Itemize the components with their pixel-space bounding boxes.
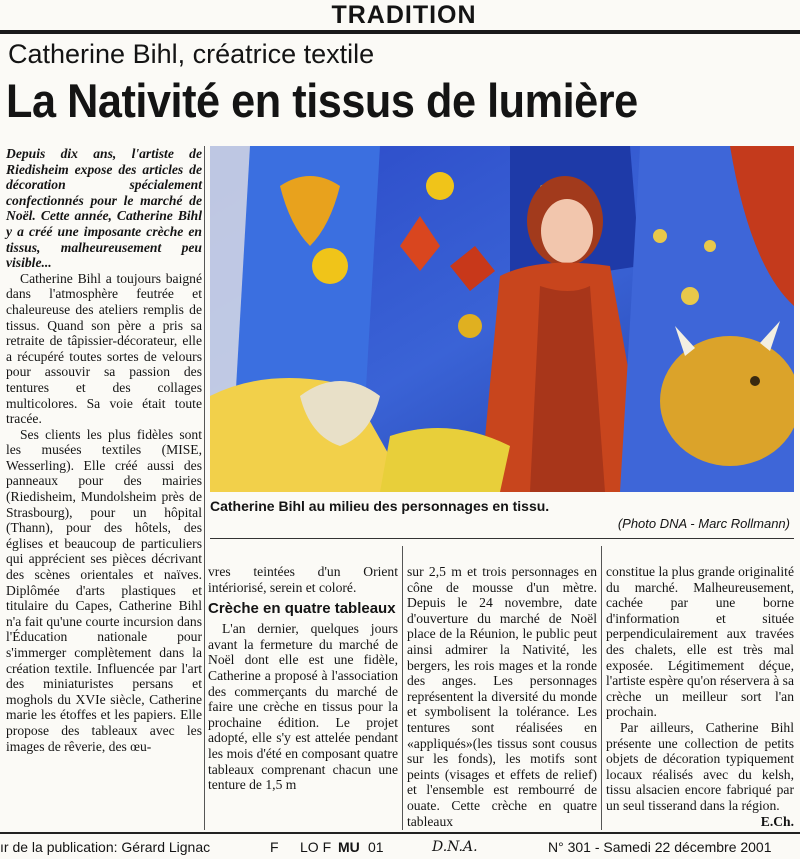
subheading: Crèche en quatre tableaux <box>208 600 396 618</box>
article-photo <box>210 146 794 492</box>
paragraph: sur 2,5 m et trois personnages en cône de mousse d'un mètre. Depuis le 24 novembre, date d'ouverture du marché de Noël place de la Réunion, le public peut ainsi admirer la Nativité, les bergers, les rois mages et la ronde des anges. Les personnages représentent la diversité du monde et symbolisent la tolérance. Les tentures sont réalisées en «appliqués»(les tissus sont cousus sur les fonds), les motifs sont peints (visages et effets de relief) et l'ensemble est rembourré de ouate. Cette crèche en quatre tableaux <box>407 564 597 829</box>
top-rule <box>0 30 800 34</box>
paragraph: vres teintées d'un Orient intériorisé, serein et coloré. <box>208 564 398 595</box>
paragraph: L'an dernier, quelques jours avant la fermeture du marché de Noël dont elle est une fidèle, Catherine a proposé à l'association des commerçants du marché de faire une crèche en tissus pour la prochaine édition. Le projet adopté, elle s'y est attelée pendant les mois d'été en composant quatre tableaux comprenant chacun une tenture de 1,5 m <box>208 621 398 793</box>
paragraph: Catherine Bihl a toujours baigné dans l'atmosphère feutrée et chaleureuse des ateliers remplis de tissus. Quand son père a pris sa retraite de tâpissier-décorateur, elle a récupéré toutes sortes de velours pour assouvir sa passion des tentures et des collages multicolores. Sa voie était toute tracée. <box>6 270 202 427</box>
photo-caption: Catherine Bihl au milieu des personnages en tissu. <box>210 498 550 514</box>
paragraph: constitue la plus grande originalité du marché. Malheureusement, cachée par une borne d'information et située perpendiculairement aux travées des chalets, elle est très mal exposée. Légitimement déçue, l'artiste espère qu'on réservera à sa crèche un meilleur sort l'an prochain. <box>606 564 794 720</box>
footer-code: F <box>270 839 279 855</box>
column-3 <box>407 564 597 829</box>
column-4 <box>606 564 794 829</box>
photo-credit: (Photo DNA - Marc Rollmann) <box>617 516 790 531</box>
signature: E.Ch. <box>760 813 794 829</box>
column-divider <box>601 546 602 830</box>
dna-logo: D.N.A. <box>432 839 478 855</box>
paragraph: Ses clients les plus fidèles sont les musées textiles (MISE, Wesserling). Elle créé aussi des panneaux pour des mairies (Riedisheim, Mundolsheim près de Strasbourg), pour un hôpital (Thann), pour des hôtels, des églises et beaucoup de particuliers qui apprécient ses pièces décrivant des scènes orientales et naïves. Diplômée d'arts plastiques et titulaire du Capes, Catherine Bihl n'a fait qu'une courte incursion dans l'Éducation nationale pour s'immerger complètement dans la création textile. Influencée par l'art des miniaturistes persans et moghols du XVIe siècle, Catherine marie les étoffes et les papiers. Elle propose des tableaux avec les images de rêverie, des œu- <box>6 426 202 754</box>
section-title: TRADITION <box>331 1 477 29</box>
column-divider <box>402 546 403 830</box>
photo-rule <box>210 538 794 539</box>
footer-code: LO F <box>300 839 332 855</box>
column-divider <box>204 146 205 830</box>
kicker: Catherine Bihl, créatrice textile <box>8 39 375 69</box>
footer-rule <box>0 832 800 834</box>
publisher: ır de la publication: Gérard Lignac <box>0 839 211 855</box>
footer-code: MU <box>338 839 360 855</box>
column-1 <box>6 146 202 754</box>
issue-line: N° 301 - Samedi 22 décembre 2001 <box>548 839 772 855</box>
footer <box>0 836 800 858</box>
column-2 <box>208 564 398 793</box>
photo-illustration <box>210 146 794 492</box>
lead-paragraph: Depuis dix ans, l'artiste de Riedisheim expose des articles de décoration spécialement confectionnés pour le marché de Noël. Cette année, Catherine Bihl y a créé une imposante crèche en tissus, malheureusement peu visible... <box>6 146 202 271</box>
headline: La Nativité en tissus de lumière <box>6 74 638 127</box>
footer-code: 01 <box>368 839 384 855</box>
paragraph: Par ailleurs, Catherine Bihl présente une collection de petits objets de décoration typiquement locaux réalisés avec du kelsh, tissu alsacien encore fabriqué par un seul tisserand dans la région. <box>606 719 794 813</box>
